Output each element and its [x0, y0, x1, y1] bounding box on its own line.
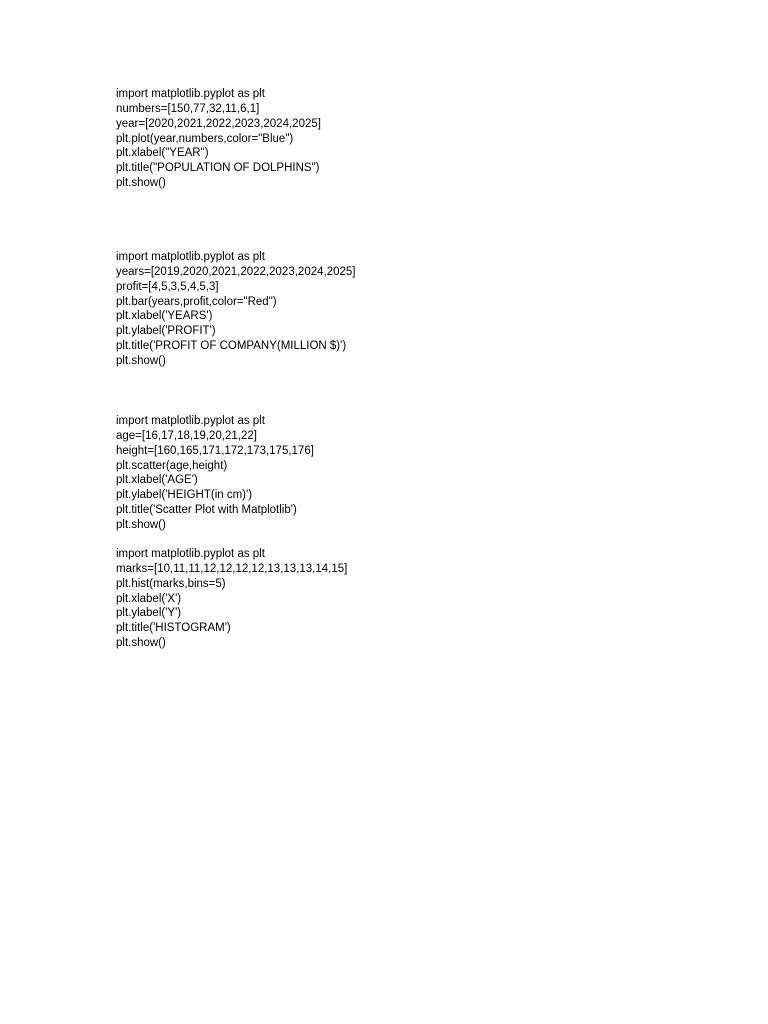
code-line: import matplotlib.pyplot as plt: [116, 251, 265, 263]
code-line: numbers=[150,77,32,11,6,1]: [116, 102, 260, 115]
code-line: import matplotlib.pyplot as plt: [116, 415, 265, 427]
code-line: plt.xlabel('YEARS'): [116, 310, 213, 323]
code-line: marks=[10,11,11,12,12,12,12,13,13,13,14,15]: [116, 562, 348, 575]
code-line: import matplotlib.pyplot as plt: [116, 548, 265, 560]
code-line: plt.hist(marks,bins=5): [116, 577, 226, 590]
code-line: plt.show(): [116, 518, 166, 531]
code-line: age=[16,17,18,19,20,21,22]: [116, 429, 258, 442]
code-line: plt.title("POPULATION OF DOLPHINS"): [116, 162, 320, 175]
code-block-histogram: [116, 547, 347, 651]
code-line: plt.title('PROFIT OF COMPANY(MILLION $)'): [116, 340, 347, 353]
code-line: year=[2020,2021,2022,2023,2024,2025]: [116, 117, 321, 130]
code-line: plt.show(): [116, 177, 166, 190]
code-line: plt.ylabel('HEIGHT(in cm)'): [116, 489, 253, 502]
code-line: plt.title('HISTOGRAM'): [116, 622, 231, 635]
code-line: plt.xlabel("YEAR"): [116, 147, 209, 160]
code-line: height=[160,165,171,172,173,175,176]: [116, 444, 314, 457]
code-line: plt.xlabel('AGE'): [116, 474, 198, 487]
code-line: plt.bar(years,profit,color="Red"): [116, 295, 277, 308]
code-block-scatter-plot: [116, 414, 314, 533]
code-line: plt.ylabel('Y'): [116, 607, 182, 620]
code-line: plt.xlabel('X'): [116, 592, 182, 605]
code-line: profit=[4,5,3,5,4,5,3]: [116, 280, 219, 293]
code-line: plt.plot(year,numbers,color="Blue"): [116, 132, 294, 145]
code-line: plt.scatter(age,height): [116, 459, 228, 472]
code-line: plt.show(): [116, 354, 166, 367]
code-block-line-plot: [116, 87, 321, 191]
code-block-bar-chart: [116, 250, 355, 369]
code-line: plt.ylabel('PROFIT'): [116, 325, 216, 338]
code-line: years=[2019,2020,2021,2022,2023,2024,2025]: [116, 265, 356, 278]
code-line: plt.title('Scatter Plot with Matplotlib'): [116, 504, 297, 517]
code-line: import matplotlib.pyplot as plt: [116, 88, 265, 100]
code-line: plt.show(): [116, 637, 166, 650]
